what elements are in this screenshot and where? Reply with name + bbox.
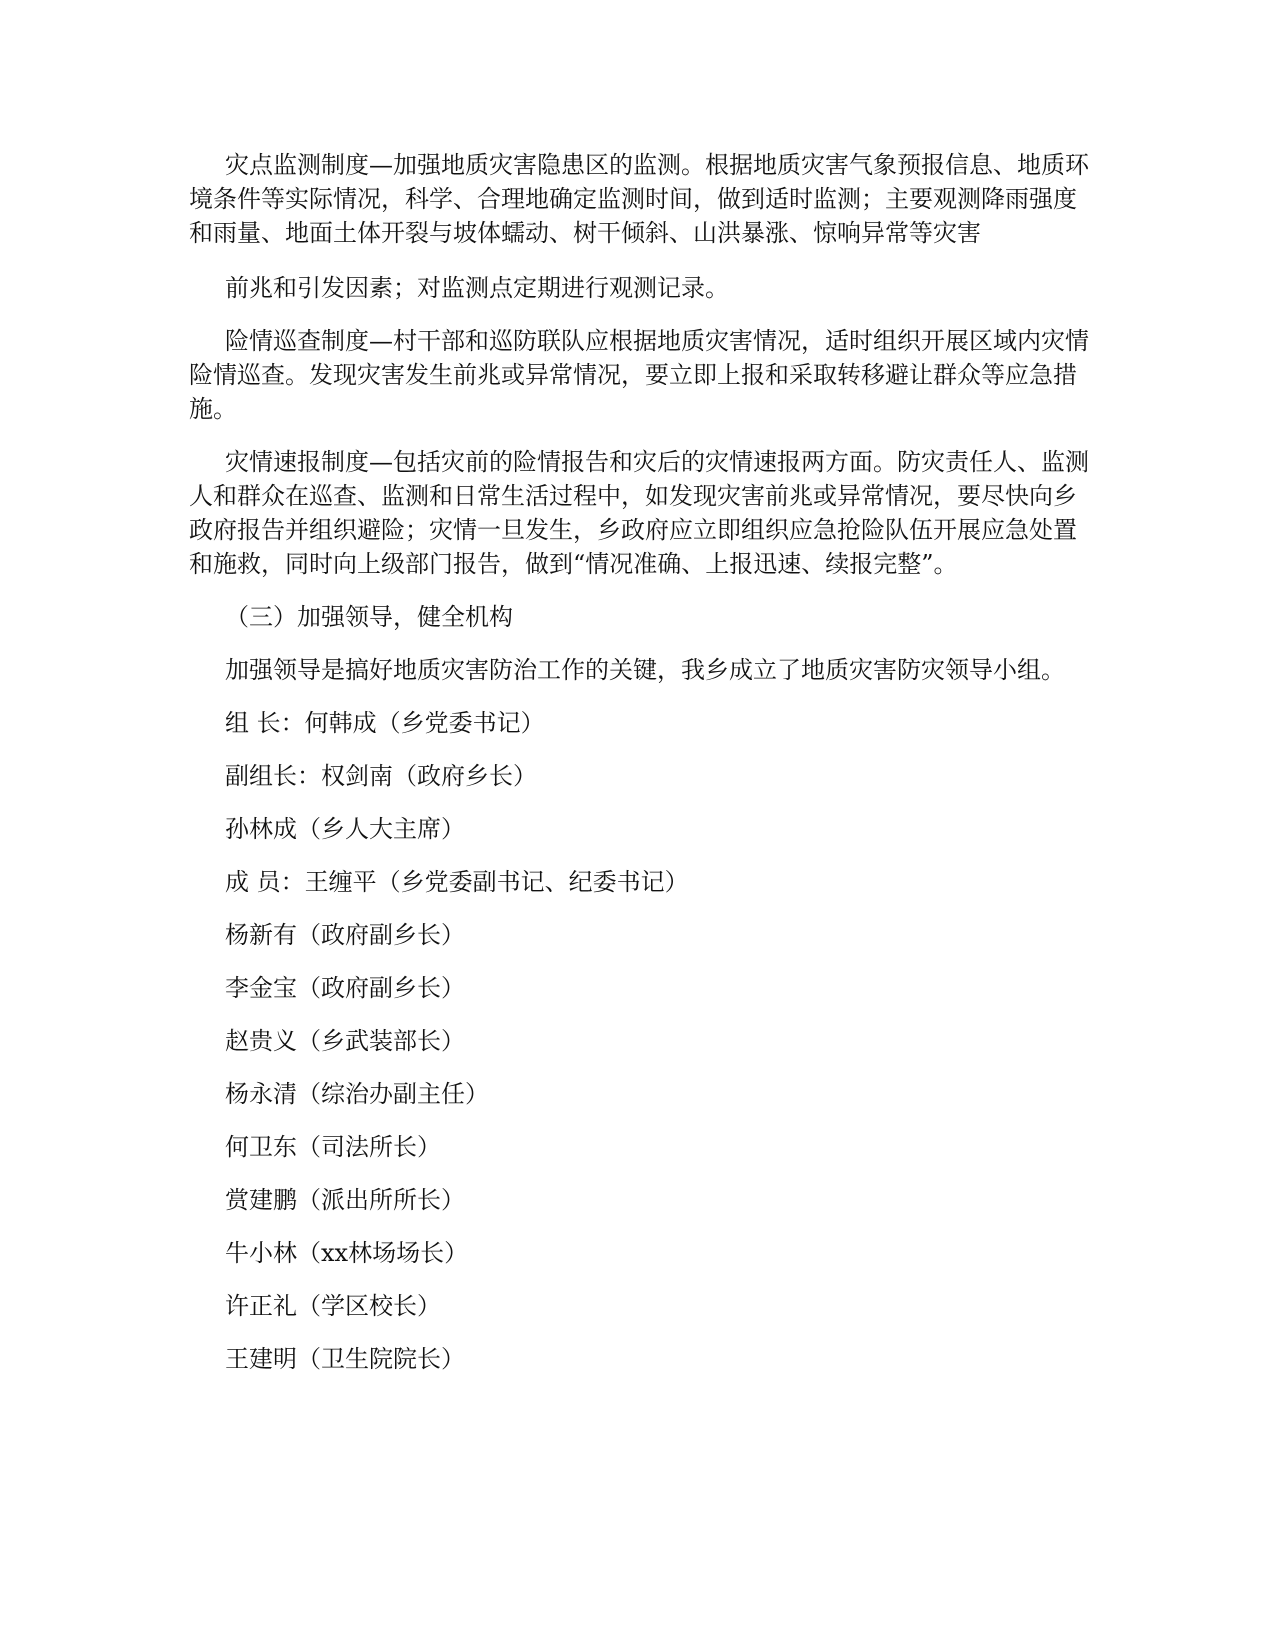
paragraph-disaster-monitoring: 灾点监测制度—加强地质灾害隐患区的监测。根据地质灾害气象预报信息、地质环境条件等实际情况，科学、合理地确定监测时间，做到适时监测；主要观测降雨强度和雨量、地面土体开裂与坡体蠕动、树干倾斜、山洪暴涨、惊响异常等灾害 bbox=[189, 151, 1089, 247]
section-heading-leadership: （三）加强领导，健全机构 bbox=[225, 603, 513, 631]
member-line: 何卫东（司法所长） bbox=[225, 1133, 441, 1161]
member-line: 赏建鹏（派出所所长） bbox=[225, 1186, 465, 1214]
member-line: 牛小林（xx林场场长） bbox=[225, 1239, 469, 1267]
member-line: 赵贵义（乡武装部长） bbox=[225, 1027, 465, 1055]
paragraph-leadership-group: 加强领导是搞好地质灾害防治工作的关键，我乡成立了地质灾害防灾领导小组。 bbox=[225, 656, 1065, 684]
paragraph-monitoring-continued: 前兆和引发因素；对监测点定期进行观测记录。 bbox=[225, 274, 729, 302]
member-line: 成 员：王缠平（乡党委副书记、纪委书记） bbox=[225, 868, 689, 896]
member-line: 副组长：权剑南（政府乡长） bbox=[225, 762, 537, 790]
member-line: 李金宝（政府副乡长） bbox=[225, 974, 465, 1002]
member-line: 组 长：何韩成（乡党委书记） bbox=[225, 709, 545, 737]
paragraph-hazard-patrol: 险情巡查制度—村干部和巡防联队应根据地质灾害情况，适时组织开展区域内灾情险情巡查。发现灾害发生前兆或异常情况，要立即上报和采取转移避让群众等应急措施。 bbox=[189, 327, 1089, 423]
document-body bbox=[189, 148, 1089, 1395]
member-line: 王建明（卫生院院长） bbox=[225, 1345, 465, 1373]
member-line: 许正礼（学区校长） bbox=[225, 1292, 441, 1320]
member-line: 杨永清（综治办副主任） bbox=[225, 1080, 489, 1108]
paragraph-disaster-report: 灾情速报制度—包括灾前的险情报告和灾后的灾情速报两方面。防灾责任人、监测人和群众在巡查、监测和日常生活过程中，如发现灾害前兆或异常情况，要尽快向乡政府报告并组织避险；灾情一旦发生，乡政府应立即组织应急抢险队伍开展应急处置和施救，同时向上级部门报告，做到“情况准确、上报迅速、续报完整”。 bbox=[189, 448, 1089, 578]
member-line: 孙林成（乡人大主席） bbox=[225, 815, 465, 843]
member-line: 杨新有（政府副乡长） bbox=[225, 921, 465, 949]
